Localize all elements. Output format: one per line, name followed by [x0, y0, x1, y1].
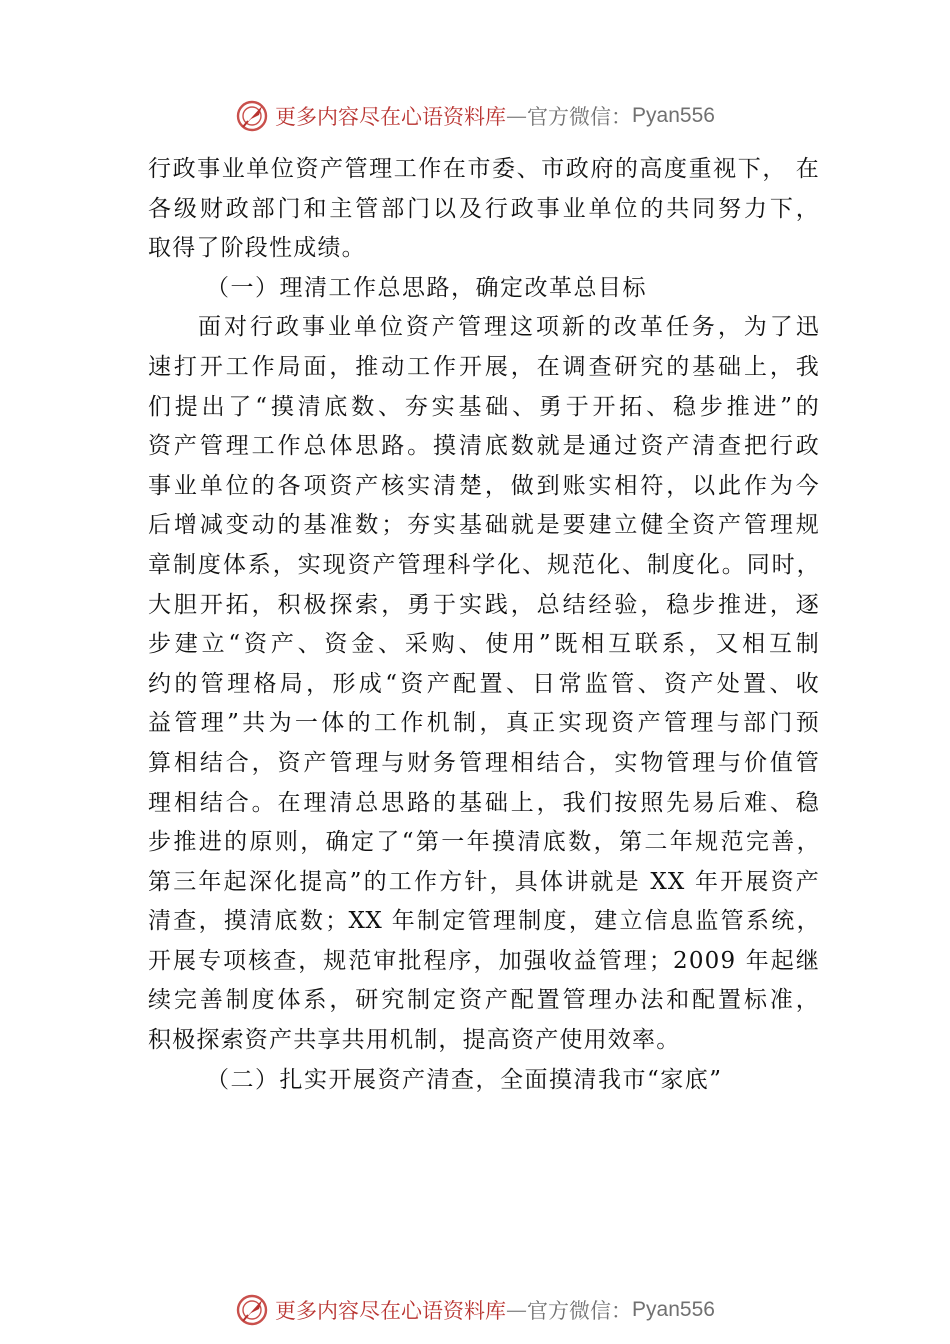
watermark-wechat-id: Pyan556: [632, 1298, 715, 1321]
text-line: 约的管理格局，形成“资产配置、日常监管、资产处置、收: [148, 670, 820, 697]
text-line: 取得了阶段性成绩。: [148, 235, 366, 262]
watermark-wechat-label: 官方微信：: [527, 1299, 633, 1323]
watermark-wechat-label: 官方微信：: [527, 105, 633, 129]
watermark-separator: —: [506, 104, 528, 128]
text-line: 算相结合，资产管理与财务管理相结合，实物管理与价值管: [148, 749, 820, 776]
text-line: 理相结合。在理清总思路的基础上，我们按照先易后难、稳: [148, 789, 820, 816]
text-line: 大胆开拓，积极探索，勇于实践，总结经验，稳步推进，逐: [148, 591, 820, 618]
section-heading: （一）理清工作总思路，确定改革总目标: [206, 274, 647, 301]
text-line: 积极探索资产共享共用机制，提高资产使用效率。: [148, 1027, 681, 1054]
watermark-name: 更多内容尽在心语资料库: [275, 105, 507, 129]
text-line: 开展专项核查，规范审批程序，加强收益管理；2009 年起继: [148, 947, 820, 974]
watermark-name: 更多内容尽在心语资料库: [275, 1299, 507, 1323]
footer-watermark: [0, 1290, 950, 1330]
section-heading: （二）扎实开展资产清查，全面摸清我市“家底”: [206, 1066, 723, 1093]
document-body: [148, 150, 820, 1100]
quill-seal-icon: [235, 1293, 269, 1327]
text-line: 各级财政部门和主管部门以及行政事业单位的共同努力下，: [148, 195, 820, 222]
text-line: 后增减变动的基准数；夯实基础就是要建立健全资产管理规: [148, 512, 820, 539]
text-line: 清查，摸清底数；XX 年制定管理制度，建立信息监管系统，: [148, 908, 820, 935]
text-line: 步推进的原则，确定了“第一年摸清底数，第二年规范完善，: [148, 829, 820, 856]
text-line: 资产管理工作总体思路。摸清底数就是通过资产清查把行政: [148, 433, 820, 460]
text-line: 第三年起深化提高”的工作方针，具体讲就是 XX 年开展资产: [148, 868, 820, 895]
text-line: 事业单位的各项资产核实清楚，做到账实相符，以此作为今: [148, 472, 820, 499]
text-line: 行政事业单位资产管理工作在市委、市政府的高度重视下， 在: [148, 156, 820, 182]
text-line: 续完善制度体系，研究制定资产配置管理办法和配置标准，: [148, 987, 820, 1014]
text-line: 速打开工作局面，推动工作开展，在调查研究的基础上，我: [148, 353, 820, 380]
quill-seal-icon: [235, 99, 269, 133]
text-line: 面对行政事业单位资产管理这项新的改革任务，为了迅: [198, 314, 820, 341]
header-watermark: [0, 96, 950, 136]
watermark-separator: —: [506, 1298, 528, 1322]
text-line: 步建立“资产、资金、采购、使用”既相互联系，又相互制: [148, 631, 820, 658]
watermark-wechat-id: Pyan556: [632, 104, 715, 127]
text-line: 益管理”共为一体的工作机制，真正实现资产管理与部门预: [148, 710, 820, 737]
text-line: 们提出了“摸清底数、夯实基础、勇于开拓、稳步推进”的: [148, 393, 820, 420]
text-line: 章制度体系，实现资产管理科学化、规范化、制度化。同时，: [148, 551, 820, 578]
